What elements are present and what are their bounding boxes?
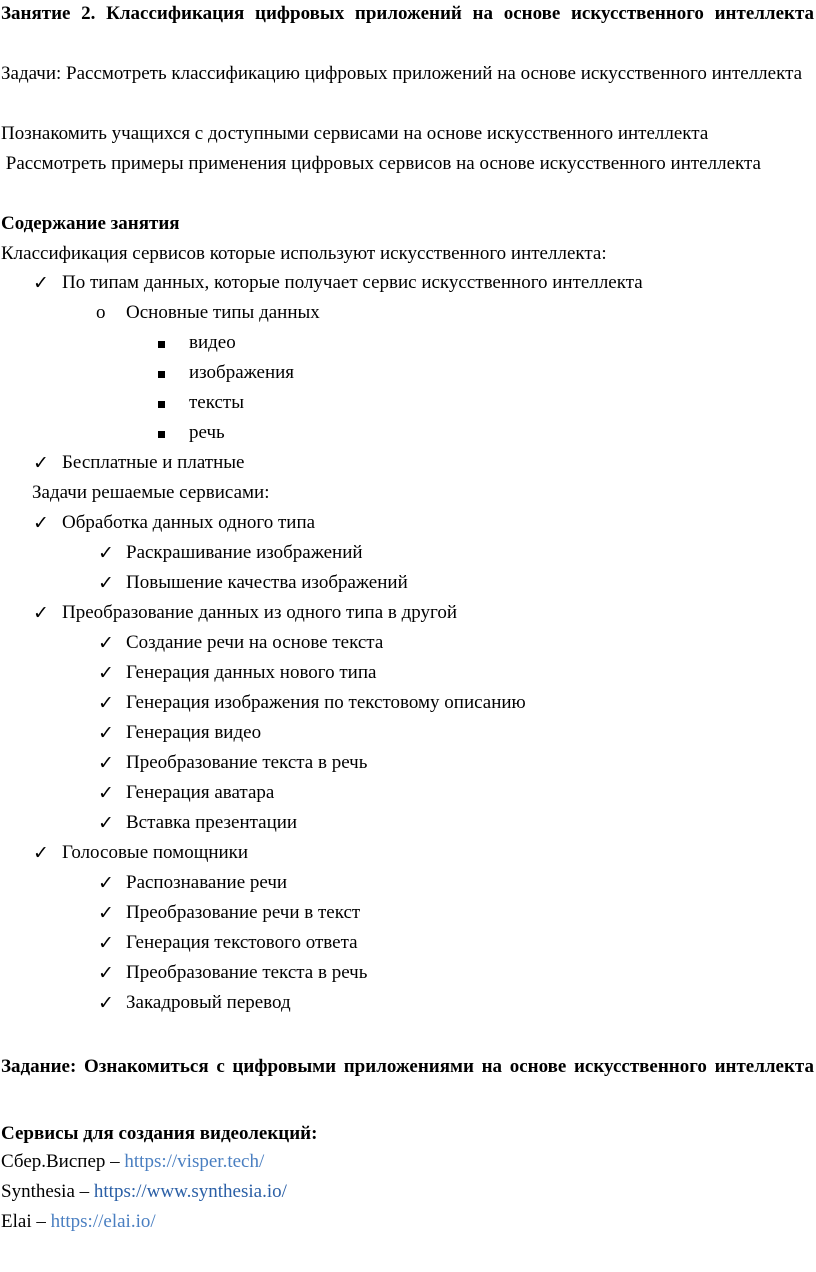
checkmark-icon: ✓ [33,272,49,294]
services-heading: Сервисы для создания видеолекций: [1,1123,318,1144]
service-row: Synthesia – https://www.synthesia.io/ [1,1181,287,1202]
list-item: ✓ Генерация аватара [0,778,816,808]
service-link[interactable]: https://www.synthesia.io/ [93,1181,287,1202]
list-item: ✓ Преобразование текста в речь [0,748,816,778]
square-bullet-icon [158,399,165,408]
list-item: тексты [0,388,816,418]
checkmark-icon: ✓ [98,932,114,954]
list-item: видео [0,328,816,358]
checkmark-icon: ✓ [98,722,114,744]
task-2: Познакомить учащихся с доступными сервисами на основе искусственного интеллекта [1,123,709,144]
list-item: o Основные типы данных [0,298,816,328]
list-heading: Задачи решаемые сервисами: [32,482,270,503]
classification-list [0,268,816,1018]
checkmark-icon: ✓ [98,542,114,564]
checkmark-icon: ✓ [33,602,49,624]
list-item: ✓ Распознавание речи [0,868,816,898]
content-heading: Содержание занятия [1,213,180,234]
checkmark-icon: ✓ [98,992,114,1014]
checkmark-icon: ✓ [98,902,114,924]
checkmark-icon: ✓ [33,512,49,534]
list-item: ✓ Вставка презентации [0,808,816,838]
list-item: ✓ По типам данных, которые получает сервис искусственного интеллекта [0,268,816,298]
task-3: Рассмотреть примеры применения цифровых сервисов на основе искусственного интеллекта [1,153,761,174]
service-row: Elai – https://elai.io/ [1,1211,156,1232]
checkmark-icon: ✓ [98,632,114,654]
circle-bullet-icon: o [96,302,106,323]
service-row: Сбер.Виспер – https://visper.tech/ [1,1151,265,1172]
checkmark-icon: ✓ [98,752,114,774]
list-item: ✓ Генерация данных нового типа [0,658,816,688]
list-item: ✓ Преобразование речи в текст [0,898,816,928]
list-item: ✓ Обработка данных одного типа [0,508,816,538]
square-bullet-icon [158,339,165,348]
list-item: ✓ Преобразование текста в речь [0,958,816,988]
classification-intro: Классификация сервисов которые используют искусственного интеллекта: [1,243,607,264]
square-bullet-icon [158,369,165,378]
list-item: ✓ Преобразование данных из одного типа в другой [0,598,816,628]
list-item: ✓ Генерация изображения по текстовому описанию [0,688,816,718]
list-item: ✓ Повышение качества изображений [0,568,816,598]
checkmark-icon: ✓ [98,692,114,714]
list-item: изображения [0,358,816,388]
tasks-intro: Задачи: Рассмотреть классификацию цифровых приложений на основе искусственного интеллекта [1,63,803,84]
list-item: ✓ Бесплатные и платные [0,448,816,478]
list-item: ✓ Создание речи на основе текста [0,628,816,658]
checkmark-icon: ✓ [33,452,49,474]
service-link[interactable]: https://elai.io/ [50,1211,156,1232]
list-item: ✓ Закадровый перевод [0,988,816,1018]
checkmark-icon: ✓ [33,842,49,864]
checkmark-icon: ✓ [98,782,114,804]
checkmark-icon: ✓ [98,962,114,984]
square-bullet-icon [158,429,165,438]
service-link[interactable]: https://visper.tech/ [124,1151,265,1172]
list-item: ✓ Генерация видео [0,718,816,748]
list-item: ✓ Голосовые помощники [0,838,816,868]
checkmark-icon: ✓ [98,872,114,894]
checkmark-icon: ✓ [98,812,114,834]
lesson-title: Занятие 2. Классификация цифровых приложений на основе искусственного интеллекта [1,3,815,24]
list-item: ✓ Генерация текстового ответа [0,928,816,958]
list-item: речь [0,418,816,448]
checkmark-icon: ✓ [98,662,114,684]
assignment: Задание: Ознакомиться с цифровыми приложениями на основе искусственного интеллекта [1,1056,814,1077]
list-item: ✓ Раскрашивание изображений [0,538,816,568]
checkmark-icon: ✓ [98,572,114,594]
